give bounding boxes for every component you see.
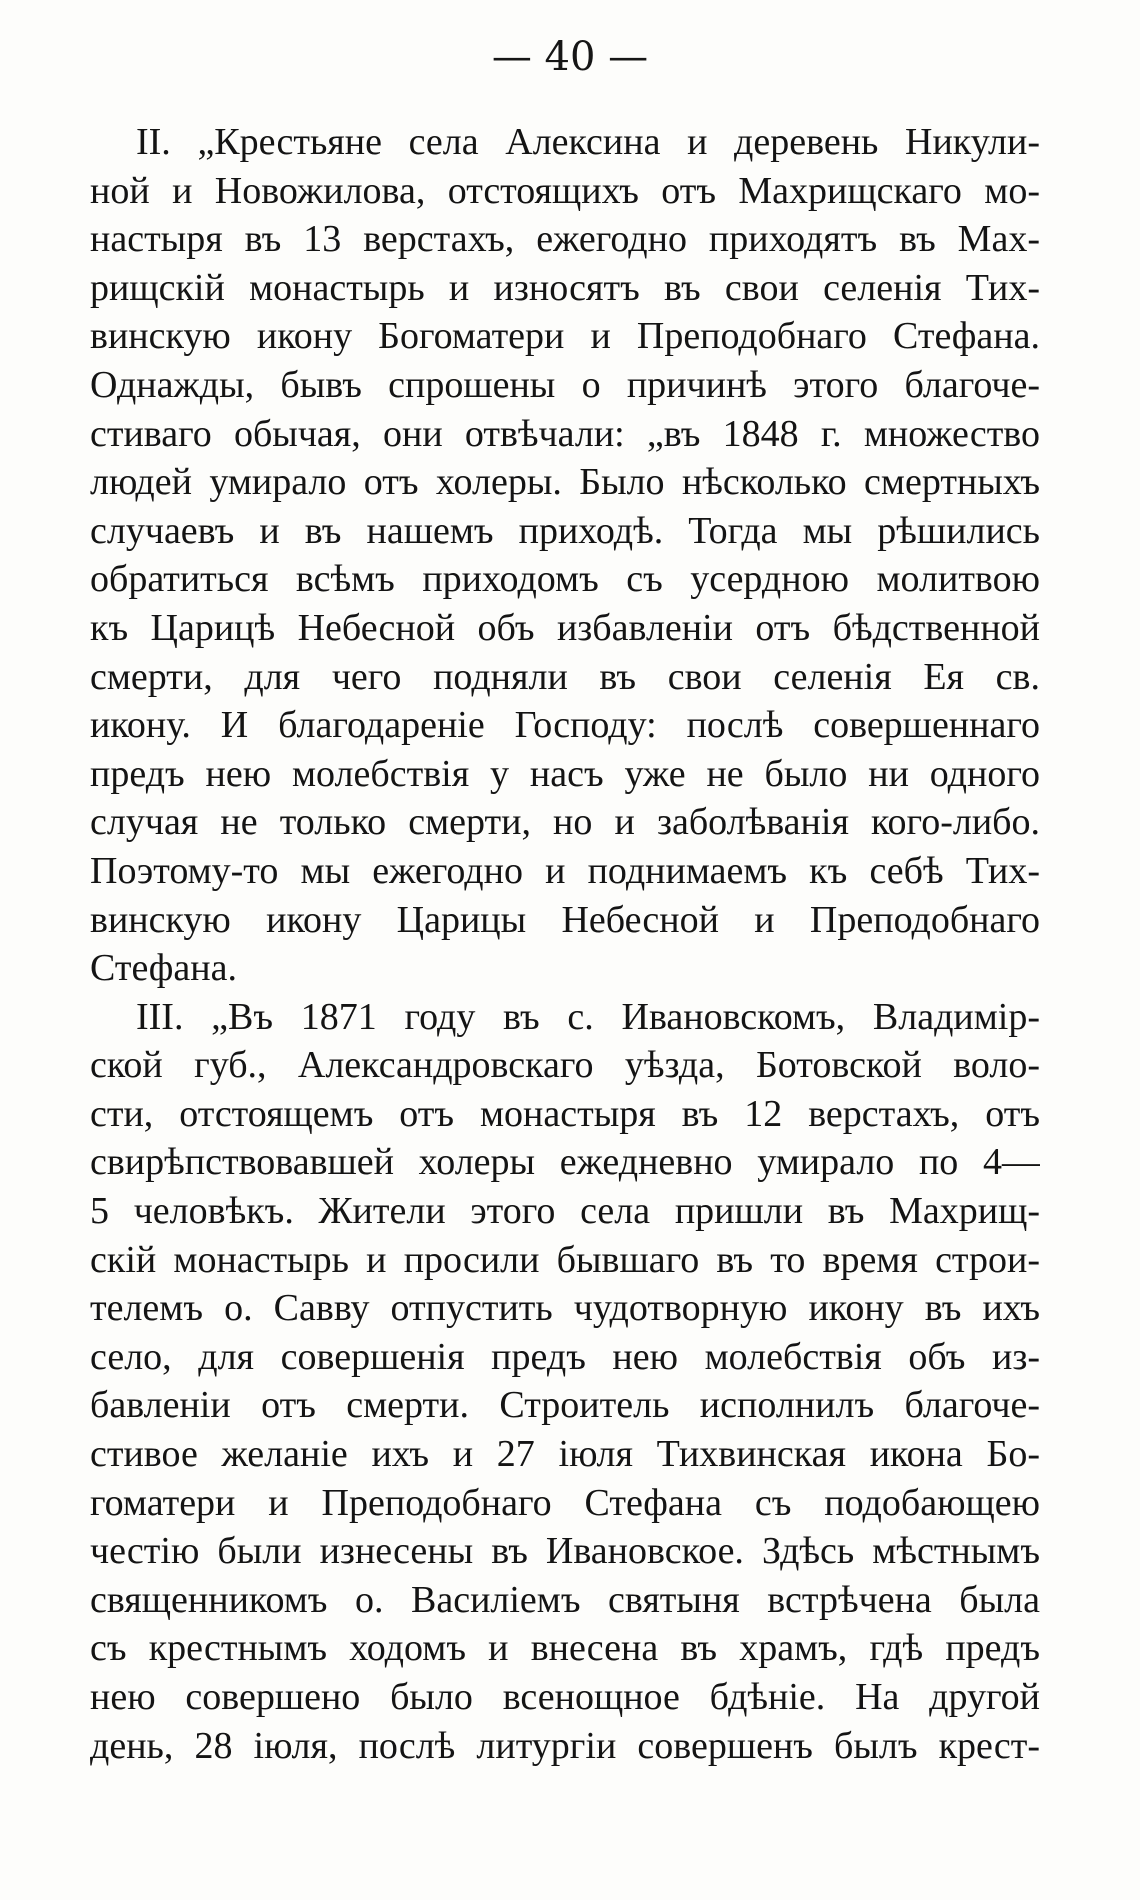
text-line: бавленіи отъ смерти. Строитель исполнилъ благоче-: [90, 1384, 1040, 1427]
text-line: стиваго обычая, они отвѣчали: „въ 1848 г. множество: [90, 412, 1040, 455]
text-line: случаевъ и въ нашемъ приходѣ. Тогда мы рѣшились: [90, 509, 1040, 552]
text-line: икону. И благодареніе Господу: послѣ совершеннаго: [90, 704, 1040, 747]
text-line: случая не только смерти, но и заболѣванія кого-либо.: [90, 801, 1040, 844]
text-line: село, для совершенія предъ нею молебствія объ из-: [90, 1335, 1040, 1378]
text-line: смерти, для чего подняли въ свои селенія Ея св.: [90, 655, 1040, 698]
text-line: нею совершено было всенощное бдѣніе. На другой: [90, 1676, 1040, 1718]
text-line: скій монастырь и просили бывшаго въ то время строи-: [90, 1238, 1040, 1281]
text-line: людей умирало отъ холеры. Было нѣсколько смертныхъ: [90, 461, 1040, 504]
text-line: ной и Новожилова, отстоящихъ отъ Махрищскаго мо-: [90, 169, 1040, 212]
text-line: винскую икону Царицы Небесной и Преподобнаго: [90, 898, 1040, 941]
text-line: священникомъ о. Василіемъ святыня встрѣчена была: [90, 1578, 1040, 1621]
text-line: ской губ., Александровскаго уѣзда, Ботовской воло-: [90, 1044, 1040, 1087]
text-line: телемъ о. Савву отпустить чудотворную икону въ ихъ: [90, 1287, 1040, 1330]
text-line: честію были изнесены въ Ивановское. Здѣсь мѣстнымъ: [90, 1530, 1040, 1573]
text-line: свирѣпствовавшей холеры ежедневно умирало по 4—: [90, 1141, 1040, 1184]
text-line: Стефана.: [90, 947, 237, 990]
text-line: обратиться всѣмъ приходомъ съ усердною молитвою: [90, 558, 1040, 601]
page-number: — 40 —: [491, 34, 649, 80]
text-line: предъ нею молебствія у насъ уже не было ни одного: [90, 752, 1040, 795]
text-line: Поэтому-то мы ежегодно и поднимаемъ къ себѣ Тих-: [90, 849, 1040, 892]
text-line: день, 28 іюля, послѣ литургіи совершенъ былъ крест-: [90, 1724, 1040, 1767]
text-line: настыря въ 13 верстахъ, ежегодно приходятъ въ Мах-: [90, 218, 1040, 261]
text-line: винскую икону Богоматери и Преподобнаго Стефана.: [90, 315, 1040, 358]
text-line: III. „Въ 1871 году въ с. Ивановскомъ, Владимір-: [136, 995, 1040, 1038]
text-line: къ Царицѣ Небесной объ избавленіи отъ бѣдственной: [90, 606, 1040, 649]
body-text: [90, 118, 1040, 1770]
text-line: сти, отстоящемъ отъ монастыря въ 12 верстахъ, отъ: [90, 1092, 1040, 1135]
text-line: II. „Крестьяне села Алексина и деревень Никули-: [136, 121, 1040, 163]
text-line: Однажды, бывъ спрошены о причинѣ этого благоче-: [90, 363, 1040, 406]
text-line: гоматери и Преподобнаго Стефана съ подобающею: [90, 1481, 1040, 1524]
text-line: съ крестнымъ ходомъ и внесена въ храмъ, гдѣ предъ: [90, 1627, 1040, 1670]
text-line: стивое желаніе ихъ и 27 іюля Тихвинская икона Бо-: [90, 1433, 1040, 1476]
text-line: рищскій монастырь и износятъ въ свои селенія Тих-: [90, 266, 1040, 309]
text-line: 5 человѣкъ. Жители этого села пришли въ Махрищ-: [90, 1190, 1040, 1233]
